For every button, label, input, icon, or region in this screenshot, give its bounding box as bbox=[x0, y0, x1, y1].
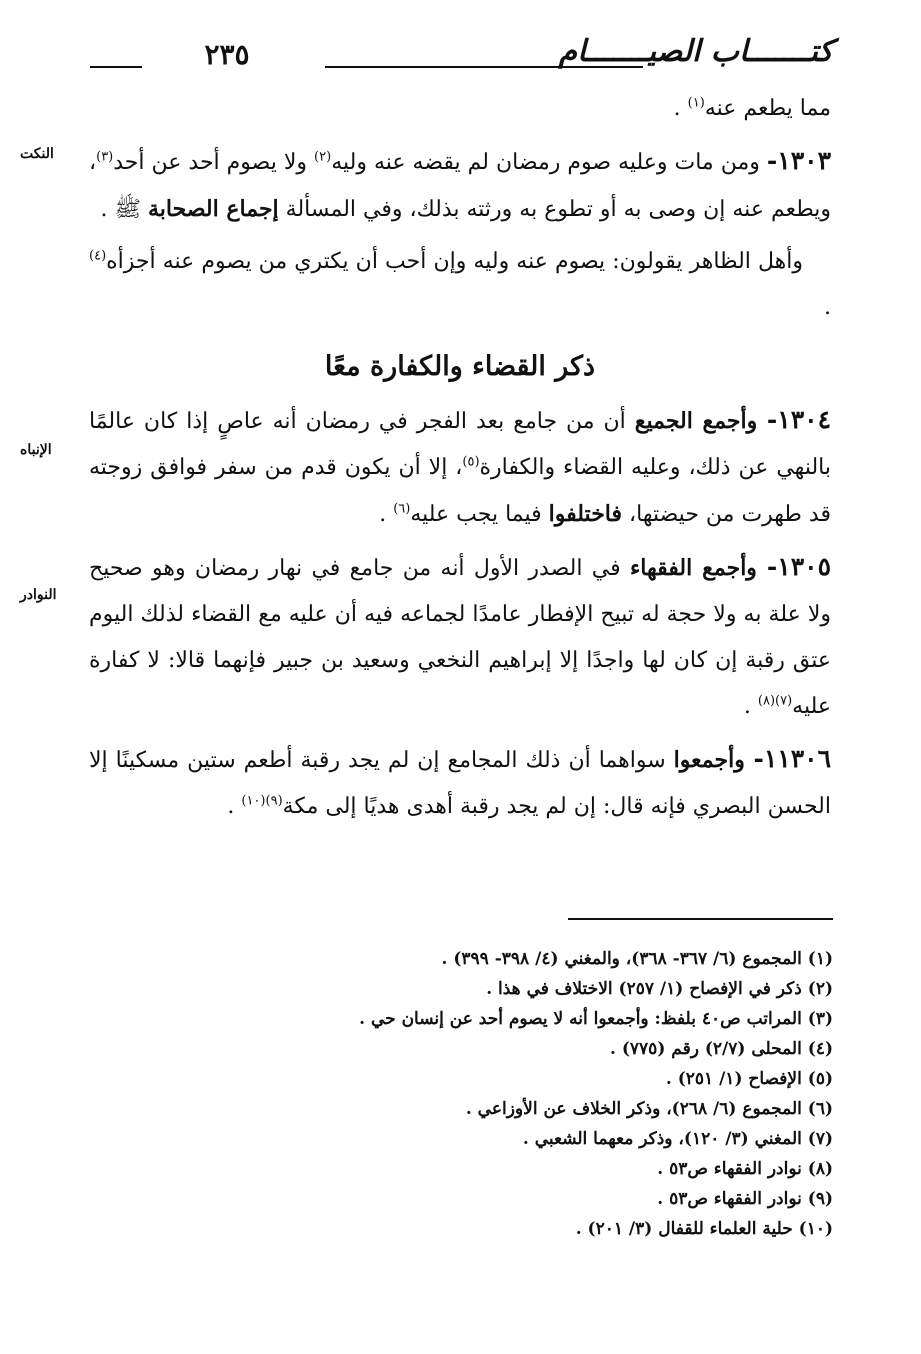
footnote-ref: (٩)(١٠) bbox=[241, 793, 283, 809]
text-run: سواهما أن ذلك المجامع إن لم يجد رقبة أطعم ستين مسكينًا إلا الحسن البصري فإنه قال: إن لم يجد رقبة أهدى هديًا إلى مكة bbox=[89, 748, 831, 819]
paragraph-1303 bbox=[89, 138, 831, 233]
footnote-ref: (١) bbox=[687, 95, 705, 111]
text-run: فيما يجب عليه bbox=[410, 502, 549, 527]
footnote-item: (٥) الإفصاح (١/ ٢٥١) . bbox=[665, 1069, 833, 1089]
paragraph-1304 bbox=[89, 397, 831, 538]
margin-note-nukat: النكت bbox=[20, 146, 54, 162]
text-run: . bbox=[227, 794, 242, 819]
paragraph-number: ١١٣٠٦- bbox=[753, 744, 832, 773]
text-run: في الصدر الأول أنه من جامع في نهار رمضان وهو صحيح ولا علة به ولا حجة له تبيح الإفطار عامدًا لجماعه فيه أن عليه مع القضاء لذلك اليوم عتق رقبة إن كان لها واجدًا إلا إبراهيم النخعي وسعيد بن جبير فإنهما قالا: لا كفارة عليه bbox=[89, 556, 831, 719]
paragraph-number: ١٣٠٥- bbox=[766, 552, 832, 581]
paragraph-number: ١٣٠٤- bbox=[766, 405, 831, 434]
footnote-ref: (٤) bbox=[89, 248, 107, 264]
margin-note-inbah: الإنباه bbox=[20, 442, 52, 458]
paragraph-1306 bbox=[89, 736, 831, 830]
text-run: . bbox=[743, 694, 758, 719]
text-run: مما يطعم عنه bbox=[704, 96, 831, 121]
header-rule-left bbox=[90, 66, 142, 68]
text-run: ولا يصوم أحد عن أحد bbox=[113, 150, 315, 175]
footnote-item: (٤) المحلى (٢/٧) رقم (٧٧٥) . bbox=[610, 1039, 833, 1059]
bold-phrase: فاختلفوا bbox=[548, 501, 623, 527]
text-run: ومن مات وعليه صوم رمضان لم يقضه عنه وليه bbox=[331, 150, 767, 175]
footnote-item: (١٠) حلية العلماء للقفال (٣/ ٢٠١) . bbox=[575, 1219, 833, 1239]
footnote-ref: (٦) bbox=[393, 501, 411, 517]
paragraph-zahiriyya bbox=[89, 239, 831, 331]
footnote-ref: (٥) bbox=[462, 454, 480, 470]
text-run: ﷺ . bbox=[100, 197, 149, 222]
footnote-item: (٩) نوادر الفقهاء ص٥٣ . bbox=[657, 1189, 833, 1209]
footnote-item: (٨) نوادر الفقهاء ص٥٣ . bbox=[657, 1159, 833, 1179]
footnote-item: (١) المجموع (٦/ ٣٦٧- ٣٦٨)، والمغني (٤/ ٣٩٨- ٣٩٩) . bbox=[441, 949, 833, 969]
footnote-ref: (٧)(٨) bbox=[757, 693, 793, 709]
footnote-ref: (٢) bbox=[314, 149, 332, 165]
footnote-item: (٢) ذكر في الإفصاح (١/ ٢٥٧) الاختلاف في هذا . bbox=[486, 979, 833, 999]
text-run: . bbox=[673, 96, 688, 121]
footnote-separator bbox=[568, 918, 833, 920]
running-header bbox=[90, 34, 833, 78]
bold-phrase: وأجمع الجميع bbox=[634, 408, 767, 434]
paragraph-1305 bbox=[89, 544, 831, 730]
text-run: وأهل الظاهر يقولون: يصوم عنه وليه وإن أحب أن يكتري من يصوم عنه أجزأه bbox=[106, 249, 803, 274]
page-number: ٢٣٥ bbox=[204, 38, 250, 71]
paragraph-continuation bbox=[89, 86, 831, 132]
book-title: كتـــــــاب الصيـــــــام bbox=[558, 34, 833, 69]
paragraph-number: ١٣٠٣- bbox=[766, 146, 831, 175]
bold-phrase: إجماع الصحابة bbox=[148, 196, 279, 222]
text-run: أن من جامع بعد الفجر في رمضان أنه عاصٍ إذا كان عالمًا بالنهي عن ذلك، وعليه القضاء والكفارة bbox=[89, 409, 831, 480]
footnote-item: (٣) المراتب ص٤٠ بلفظ: وأجمعوا أنه لا يصوم أحد عن إنسان حي . bbox=[359, 1009, 833, 1029]
footnote-item: (٧) المغني (٣/ ١٢٠)، وذكر معهما الشعبي . bbox=[522, 1129, 833, 1149]
footnotes bbox=[233, 944, 833, 1244]
bold-phrase: وأجمع الفقهاء bbox=[629, 555, 767, 581]
footnote-ref: (٣) bbox=[96, 149, 114, 165]
text-run: . bbox=[379, 502, 394, 527]
section-heading: ذكر القضاء والكفارة معًا bbox=[324, 351, 596, 382]
footnote-item: (٦) المجموع (٦/ ٢٦٨)، وذكر الخلاف عن الأوزاعي . bbox=[465, 1099, 833, 1119]
margin-note-nawadir: النوادر bbox=[20, 587, 57, 603]
text-run: ، ويطعم عنه إن وصى به أو تطوع به ورثته بذلك، وفي المسألة bbox=[89, 150, 831, 222]
text-run: . bbox=[824, 295, 831, 320]
bold-phrase: وأجمعوا bbox=[673, 747, 754, 773]
text-run: ، إلا أن يكون قدم من سفر فوافق زوجته قد طهرت من حيضتها، bbox=[89, 455, 831, 527]
main-text bbox=[89, 86, 831, 830]
